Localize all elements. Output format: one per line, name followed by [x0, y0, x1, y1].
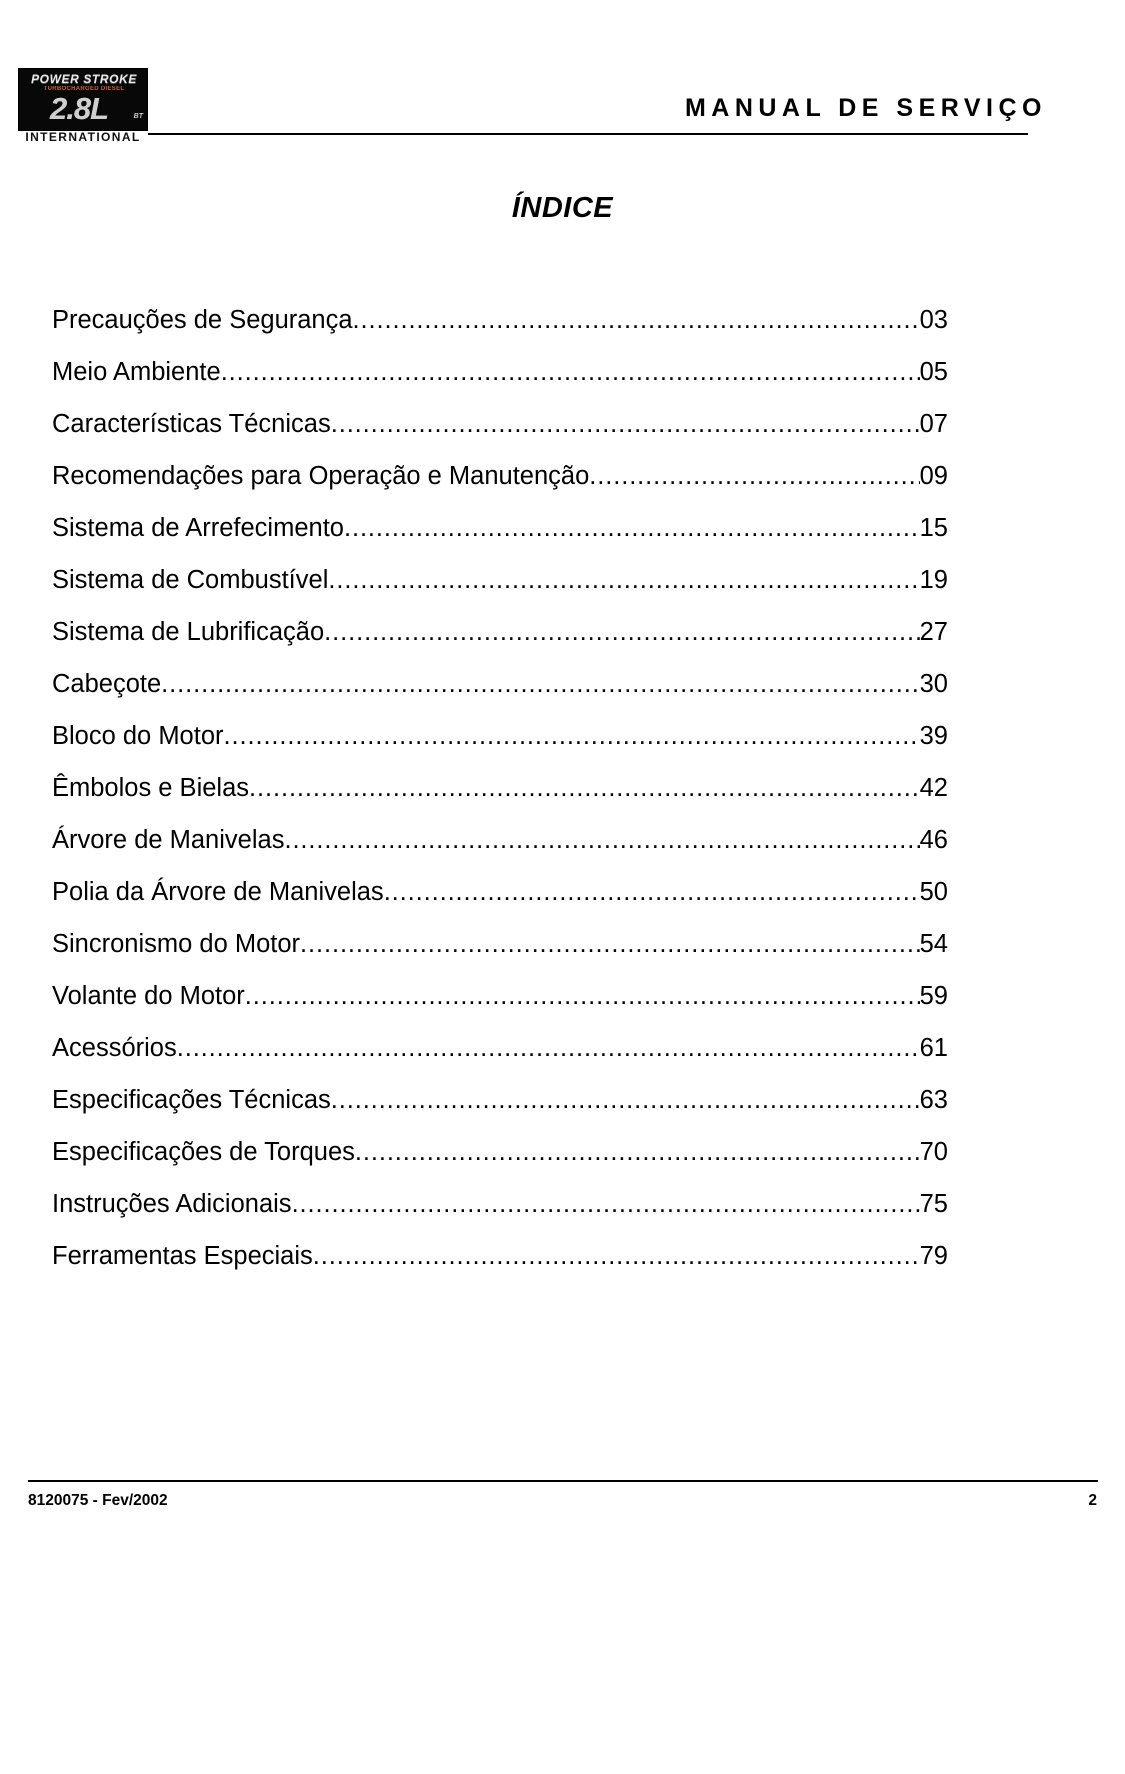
toc-dot-leader: [324, 618, 919, 644]
toc-entry-label: Sistema de Combustível: [52, 566, 329, 594]
toc-entry-label: Bloco do Motor: [52, 722, 224, 750]
toc-entry-page-number: 30: [919, 670, 948, 698]
toc-entry[interactable]: [52, 982, 948, 1034]
toc-entry[interactable]: [52, 774, 948, 826]
toc-entry[interactable]: [52, 462, 948, 514]
toc-entry-page-number: 46: [919, 826, 948, 854]
toc-entry-page-number: 19: [919, 566, 948, 594]
toc-entry-label: Precauções de Segurança: [52, 306, 353, 334]
page-title: ÍNDICE: [511, 192, 614, 224]
toc-entry[interactable]: [52, 1138, 948, 1190]
toc-dot-leader: [589, 462, 919, 488]
toc-entry-label: Recomendações para Operação e Manutenção: [52, 462, 590, 490]
toc-entry-label: Ferramentas Especiais: [52, 1242, 313, 1270]
toc-entry-label: Características Técnicas: [52, 410, 331, 438]
toc-entry[interactable]: [52, 878, 948, 930]
toc-entry-label: Árvore de Manivelas: [52, 826, 285, 854]
toc-entry[interactable]: [52, 826, 948, 878]
toc-entry-label: Êmbolos e Bielas: [52, 774, 250, 802]
toc-entry-page-number: 39: [919, 722, 948, 750]
header-divider: [148, 133, 1028, 135]
toc-entry[interactable]: [52, 1190, 948, 1242]
toc-entry-label: Sincronismo do Motor: [52, 930, 301, 958]
toc-entry[interactable]: [52, 306, 948, 358]
toc-entry[interactable]: [52, 930, 948, 982]
toc-dot-leader: [221, 358, 920, 384]
logo-displacement-text: 2.8L: [23, 92, 135, 126]
toc-entry-label: Especificações de Torques: [52, 1138, 355, 1166]
toc-entry-page-number: 07: [919, 410, 948, 438]
toc-entry-page-number: 61: [919, 1034, 948, 1062]
toc-dot-leader: [300, 930, 920, 956]
logo-trademark-text: BT: [133, 113, 143, 120]
toc-entry-label: Volante do Motor: [52, 982, 245, 1010]
toc-dot-leader: [177, 1034, 920, 1060]
toc-entry[interactable]: [52, 618, 948, 670]
logo-brand-text: POWER STROKE: [31, 72, 137, 86]
logo-subline-text: TURBOCHARGED DIESEL: [43, 86, 125, 92]
toc-dot-leader: [344, 514, 920, 540]
toc-entry[interactable]: [52, 1086, 948, 1138]
toc-dot-leader: [328, 566, 919, 592]
power-stroke-logo: [18, 68, 148, 150]
toc-dot-leader: [284, 826, 919, 852]
toc-entry-page-number: 50: [919, 878, 948, 906]
toc-entry[interactable]: [52, 722, 948, 774]
toc-dot-leader: [249, 774, 920, 800]
toc-entry-label: Acessórios: [52, 1034, 177, 1062]
toc-entry-page-number: 75: [919, 1190, 948, 1218]
header-title: MANUAL DE SERVIÇO: [684, 94, 1047, 122]
toc-entry-page-number: 63: [919, 1086, 948, 1114]
toc-entry-page-number: 42: [919, 774, 948, 802]
logo-company-text: INTERNATIONAL: [25, 130, 141, 144]
toc-entry-page-number: 09: [919, 462, 948, 490]
toc-dot-leader: [224, 722, 920, 748]
toc-entry-page-number: 70: [919, 1138, 948, 1166]
page-header: [0, 60, 1125, 155]
toc-dot-leader: [355, 1138, 920, 1164]
toc-entry-label: Especificações Técnicas: [52, 1086, 331, 1114]
toc-entry-page-number: 05: [919, 358, 948, 386]
toc-entry[interactable]: [52, 670, 948, 722]
toc-entry[interactable]: [52, 410, 948, 462]
toc-entry-page-number: 03: [919, 306, 948, 334]
toc-entry-page-number: 54: [919, 930, 948, 958]
toc-entry-label: Sistema de Lubrificação: [52, 618, 325, 646]
toc-dot-leader: [161, 670, 919, 696]
toc-entry[interactable]: [52, 1242, 948, 1294]
toc-dot-leader: [384, 878, 920, 904]
toc-entry-label: Sistema de Arrefecimento: [52, 514, 344, 542]
toc-entry-label: Polia da Árvore de Manivelas: [52, 878, 384, 906]
toc-dot-leader: [292, 1190, 920, 1216]
toc-entry-label: Cabeçote: [52, 670, 162, 698]
toc-dot-leader: [331, 1086, 920, 1112]
toc-entry[interactable]: [52, 514, 948, 566]
toc-dot-leader: [245, 982, 920, 1008]
footer-page-number: 2: [1088, 1492, 1097, 1509]
toc-entry-label: Instruções Adicionais: [52, 1190, 292, 1218]
table-of-contents: [52, 306, 948, 1294]
toc-dot-leader: [353, 306, 920, 332]
toc-dot-leader: [313, 1242, 920, 1268]
footer-document-code: 8120075 - Fev/2002: [28, 1492, 168, 1509]
toc-entry-page-number: 79: [919, 1242, 948, 1270]
toc-entry-page-number: 27: [919, 618, 948, 646]
toc-entry-page-number: 59: [919, 982, 948, 1010]
footer-divider: [28, 1480, 1098, 1482]
toc-entry-label: Meio Ambiente: [52, 358, 221, 386]
toc-entry[interactable]: [52, 566, 948, 618]
toc-dot-leader: [331, 410, 920, 436]
toc-entry[interactable]: [52, 1034, 948, 1086]
toc-entry[interactable]: [52, 358, 948, 410]
logo-plate: [18, 68, 148, 131]
toc-entry-page-number: 15: [919, 514, 948, 542]
